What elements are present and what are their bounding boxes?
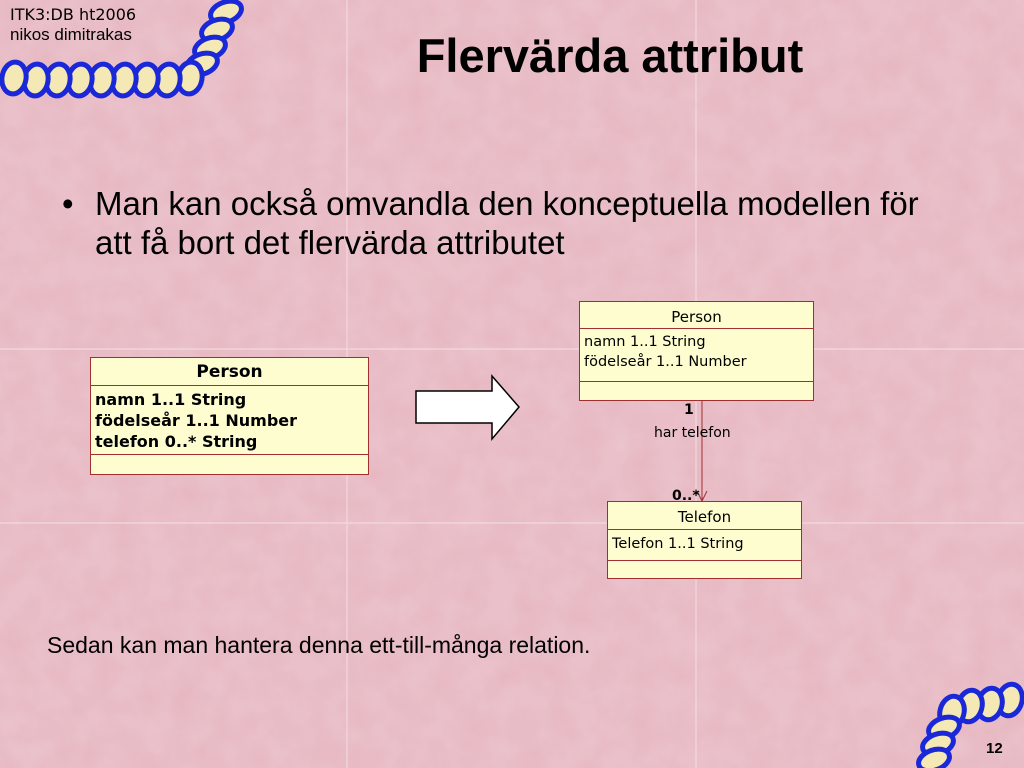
attribute: telefon 0..* String <box>95 432 258 451</box>
slide-title: Flervärda attribut <box>416 29 804 82</box>
class-person-after <box>579 301 814 401</box>
course-label <box>10 5 136 45</box>
attribute: Telefon 1..1 String <box>612 536 744 552</box>
class-name: Person <box>91 358 368 386</box>
class-name: Telefon <box>608 502 801 530</box>
class-attributes <box>91 386 368 455</box>
slide-caption: Sedan kan man hantera denna ett-till-många relation. <box>47 632 591 658</box>
class-attributes <box>608 530 801 561</box>
class-name: Person <box>580 302 813 329</box>
multiplicity-person: 1 <box>684 402 694 418</box>
class-person-before <box>90 357 369 475</box>
attribute: födelseår 1..1 Number <box>584 354 747 370</box>
bullet-text: Man kan också omvandla den konceptuella modellen för att få bort det flervärda attributet <box>95 185 919 261</box>
bullet-marker: • <box>62 185 74 222</box>
multiplicity-telefon: 0..* <box>672 488 700 504</box>
class-telefon <box>607 501 802 579</box>
relation-name: har telefon <box>654 425 731 441</box>
attribute: namn 1..1 String <box>584 334 706 350</box>
page-number: 12 <box>986 740 1003 757</box>
author-name: nikos dimitrakas <box>10 25 132 44</box>
attribute: födelseår 1..1 Number <box>95 411 298 430</box>
course-code: ITK3:DB ht2006 <box>10 5 137 24</box>
class-attributes <box>580 329 813 382</box>
attribute: namn 1..1 String <box>95 390 247 409</box>
